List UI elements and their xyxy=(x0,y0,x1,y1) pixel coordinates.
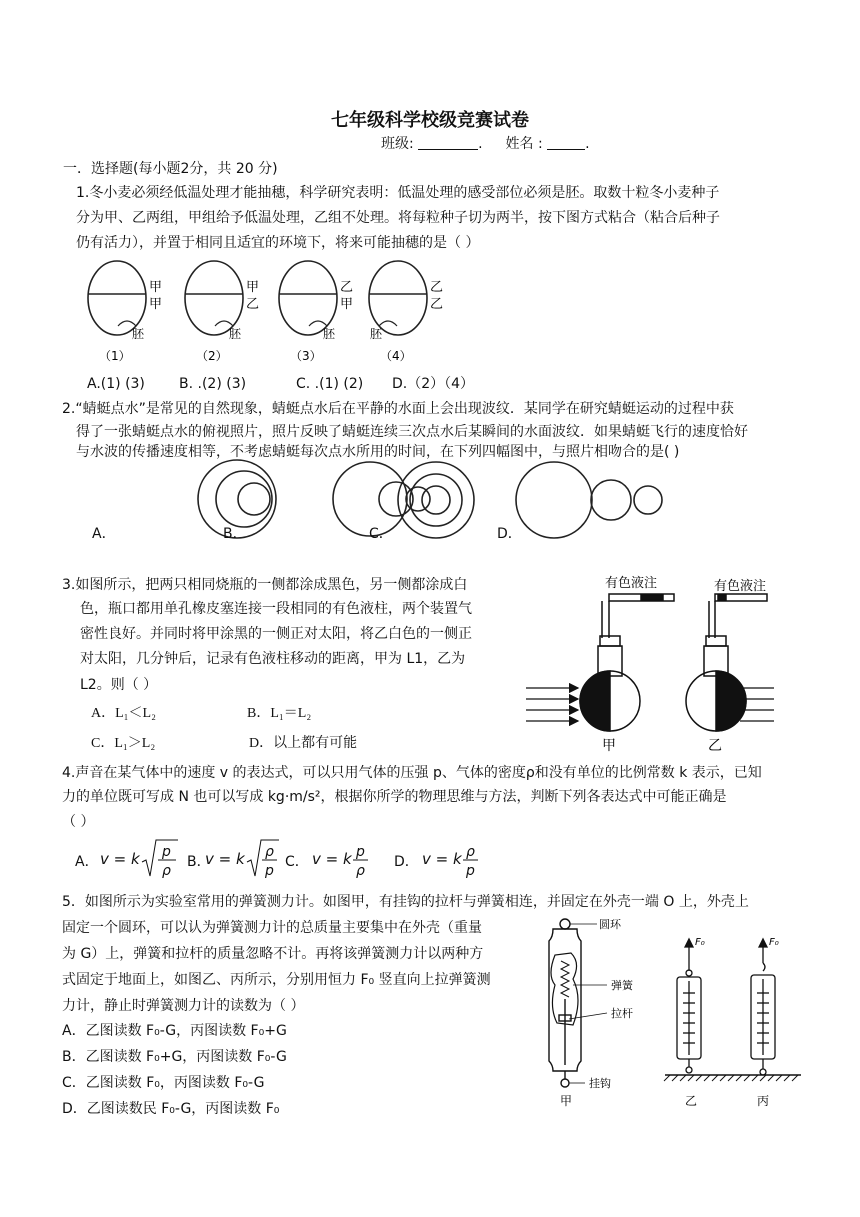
seed-top-label: 乙 xyxy=(340,280,354,295)
embryo-label: 胚 xyxy=(370,327,383,341)
q4-option-c[interactable]: C． xyxy=(285,854,309,870)
svg-text:p: p xyxy=(162,844,171,860)
svg-text:ρ: ρ xyxy=(466,844,475,860)
seed-top-label: 甲 xyxy=(246,280,260,295)
q5-line-5: 力计，静止时弹簧测力计的读数为（ ） xyxy=(62,998,305,1014)
seed-caption: （4） xyxy=(380,349,412,363)
name-label: 姓名 : xyxy=(505,136,543,152)
q2-line-3: 与水波的传播速度相等，不考虑蜻蜓每次点水所用的时间，在下列四幅图中，与照片相吻合的是( ) xyxy=(76,444,680,460)
q3-option-d[interactable]: D．以上都有可能 xyxy=(249,736,358,751)
q1-seed-figure xyxy=(279,261,353,363)
class-blank[interactable] xyxy=(418,135,478,150)
scale-b xyxy=(677,939,701,1073)
q1-seed-figure xyxy=(88,261,162,363)
hook-label: 挂钩 xyxy=(589,1077,611,1090)
q5-spring-scale-figure xyxy=(525,915,810,1110)
q2-figure-c-rings xyxy=(398,462,474,538)
embryo-label: 胚 xyxy=(132,327,145,341)
q4-option-d[interactable]: D． xyxy=(394,854,419,870)
svg-text:v = k: v = k xyxy=(100,850,140,868)
q5-option-a[interactable]: A．乙图读数 F₀-G，丙图读数 F₀+G xyxy=(62,1023,287,1039)
svg-text:ρ: ρ xyxy=(162,863,171,879)
flask-a-label: 甲 xyxy=(602,738,616,754)
q1-line-3: 仍有活力），并置于相同且适宜的环境下，将来可能抽穗的是（ ） xyxy=(76,235,480,251)
svg-text:p: p xyxy=(356,844,365,860)
q1-option-c[interactable]: C. .(1) (2) xyxy=(296,376,364,392)
q4-formula-a xyxy=(100,836,180,884)
seed-caption: （3） xyxy=(290,349,322,363)
q2-option-a[interactable]: A． xyxy=(92,526,116,542)
q4-formula-c xyxy=(312,836,372,884)
q1-option-b[interactable]: B. .(2) (3) xyxy=(179,376,247,392)
q1-seed-figures xyxy=(80,256,470,368)
seed-caption: （1） xyxy=(99,349,131,363)
q1-seed-figure xyxy=(185,261,259,363)
rod-label: 拉杆 xyxy=(611,1007,633,1020)
seed-bottom-label: 甲 xyxy=(149,297,163,312)
q5-option-b[interactable]: B．乙图读数 F₀+G，丙图读数 F₀-G xyxy=(62,1049,287,1065)
scale-a xyxy=(549,919,607,1087)
force-label-b: F₀ xyxy=(695,937,705,948)
scale-a-label: 甲 xyxy=(560,1094,573,1108)
q4-line-2: 力的单位既可写成 N 也可以写成 kg·m/s²，根据你所学的物理思维与方法，判断下列各表达式中可能正确是 xyxy=(62,789,727,805)
svg-text:p: p xyxy=(265,863,274,879)
svg-text:v = k: v = k xyxy=(312,850,352,868)
q5-option-c[interactable]: C．乙图读数 F₀，丙图读数 F₀-G xyxy=(62,1075,265,1091)
svg-text:ρ: ρ xyxy=(356,863,365,879)
spring-label: 弹簧 xyxy=(611,979,633,992)
q1-line-2: 分为甲、乙两组，甲组给予低温处理，乙组不处理。将每粒种子切为两半，按下图方式粘合（粘合后种子 xyxy=(76,210,720,226)
q2-option-d[interactable]: D． xyxy=(497,526,522,542)
class-label: 班级: xyxy=(381,136,414,152)
q2-line-2: 得了一张蜻蜓点水的俯视照片，照片反映了蜻蜓连续三次点水后某瞬间的水面波纹．如果蜻蜓飞行的速度恰好 xyxy=(76,424,748,440)
force-label-c: F₀ xyxy=(769,937,779,948)
scale-c-label: 丙 xyxy=(757,1094,770,1108)
q4-option-b[interactable]: B． xyxy=(187,854,211,870)
embryo-label: 胚 xyxy=(229,327,242,341)
seed-top-label: 乙 xyxy=(430,280,444,295)
seed-bottom-label: 乙 xyxy=(430,297,444,312)
flask-a-liquid-label: 有色液注 xyxy=(605,576,658,591)
flask-b-liquid-label: 有色液注 xyxy=(714,579,767,594)
seed-caption: （2） xyxy=(196,349,228,363)
q3-option-c[interactable]: C．L₁＞L₂ xyxy=(91,736,156,751)
q5-line-4: 式固定于地面上，如图乙、丙所示，分别用恒力 F₀ 竖直向上拉弹簧测 xyxy=(62,972,491,988)
name-blank[interactable] xyxy=(547,135,585,150)
svg-text:ρ: ρ xyxy=(265,844,274,860)
svg-text:v = k: v = k xyxy=(422,850,462,868)
q4-line-3: （ ） xyxy=(62,814,95,830)
q1-line-1: 1.冬小麦必须经低温处理才能抽穗，科学研究表明：低温处理的感受部位必须是胚。取数十粒冬小麦种子 xyxy=(76,185,720,201)
q2-wave-figures-cd xyxy=(390,458,690,548)
q2-option-c[interactable]: C． xyxy=(369,526,393,542)
class-field: 班级: . 姓名 : . xyxy=(381,136,590,152)
section-heading: 一．选择题(每小题2分，共 20 分) xyxy=(63,161,278,177)
flask-b-label: 乙 xyxy=(708,738,722,754)
q5-option-d[interactable]: D．乙图读数民 F₀-G，丙图读数 F₀ xyxy=(62,1101,280,1117)
flask-a xyxy=(580,594,674,731)
q5-line-2: 固定一个圆环，可以认为弹簧测力计的总质量主要集中在外壳（重量 xyxy=(62,920,482,936)
q3-line-2: 色，瓶口都用单孔橡皮塞连接一段相同的有色液柱，两个装置气 xyxy=(80,601,472,617)
q1-option-d[interactable]: D.（2）（4） xyxy=(392,376,475,392)
ring-label: 圆环 xyxy=(599,918,621,931)
q1-option-a[interactable]: A.(1) (3) xyxy=(87,376,145,392)
page-title: 七年级科学校级竞赛试卷 xyxy=(331,110,529,131)
q4-line-1: 4.声音在某气体中的速度 v 的表达式，可以只用气体的压强 p、气体的密度ρ和没有单位的比例常数 k 表示，已知 xyxy=(62,765,762,781)
q4-option-a[interactable]: A． xyxy=(75,854,99,870)
q3-line-3: 密性良好。并同时将甲涂黑的一侧正对太阳，将乙白色的一侧正 xyxy=(80,626,472,642)
q5-line-1: 5．如图所示为实验室常用的弹簧测力计。如图甲，有挂钩的拉杆与弹簧相连，并固定在外壳一端 O 上，外壳上 xyxy=(62,894,749,910)
q5-line-3: 为 G）上，弹簧和拉杆的质量忽略不计。再将该弹簧测力计以两种方 xyxy=(62,946,484,962)
scale-c xyxy=(751,939,775,1075)
q3-option-b[interactable]: B．L₁＝L₂ xyxy=(247,706,312,721)
seed-top-label: 甲 xyxy=(149,280,163,295)
q3-line-4: 对太阳，几分钟后，记录有色液柱移动的距离，甲为 L1，乙为 xyxy=(80,651,466,667)
embryo-label: 胚 xyxy=(323,327,336,341)
q2-option-b[interactable]: B． xyxy=(223,526,247,542)
seed-bottom-label: 甲 xyxy=(340,297,354,312)
q3-line-5: L2。则（ ） xyxy=(80,677,158,693)
q2-line-1: 2.“蜻蜓点水”是常见的自然现象，蜻蜓点水后在平静的水面上会出现波纹．某同学在研究蜻蜓运动的过程中获 xyxy=(62,401,734,417)
q3-flask-figure xyxy=(522,568,792,760)
svg-text:v = k: v = k xyxy=(205,850,245,868)
q4-formula-b xyxy=(205,836,285,884)
q2-figure-d-rings xyxy=(516,462,662,538)
scale-b-label: 乙 xyxy=(685,1094,698,1108)
q4-formula-d xyxy=(422,836,482,884)
q1-seed-figure xyxy=(369,261,443,363)
q3-option-a[interactable]: A．L₁＜L₂ xyxy=(91,706,156,721)
q3-line-1: 3.如图所示，把两只相同烧瓶的一侧都涂成黑色，另一侧都涂成白 xyxy=(62,577,468,593)
seed-bottom-label: 乙 xyxy=(246,297,260,312)
svg-text:p: p xyxy=(466,863,475,879)
